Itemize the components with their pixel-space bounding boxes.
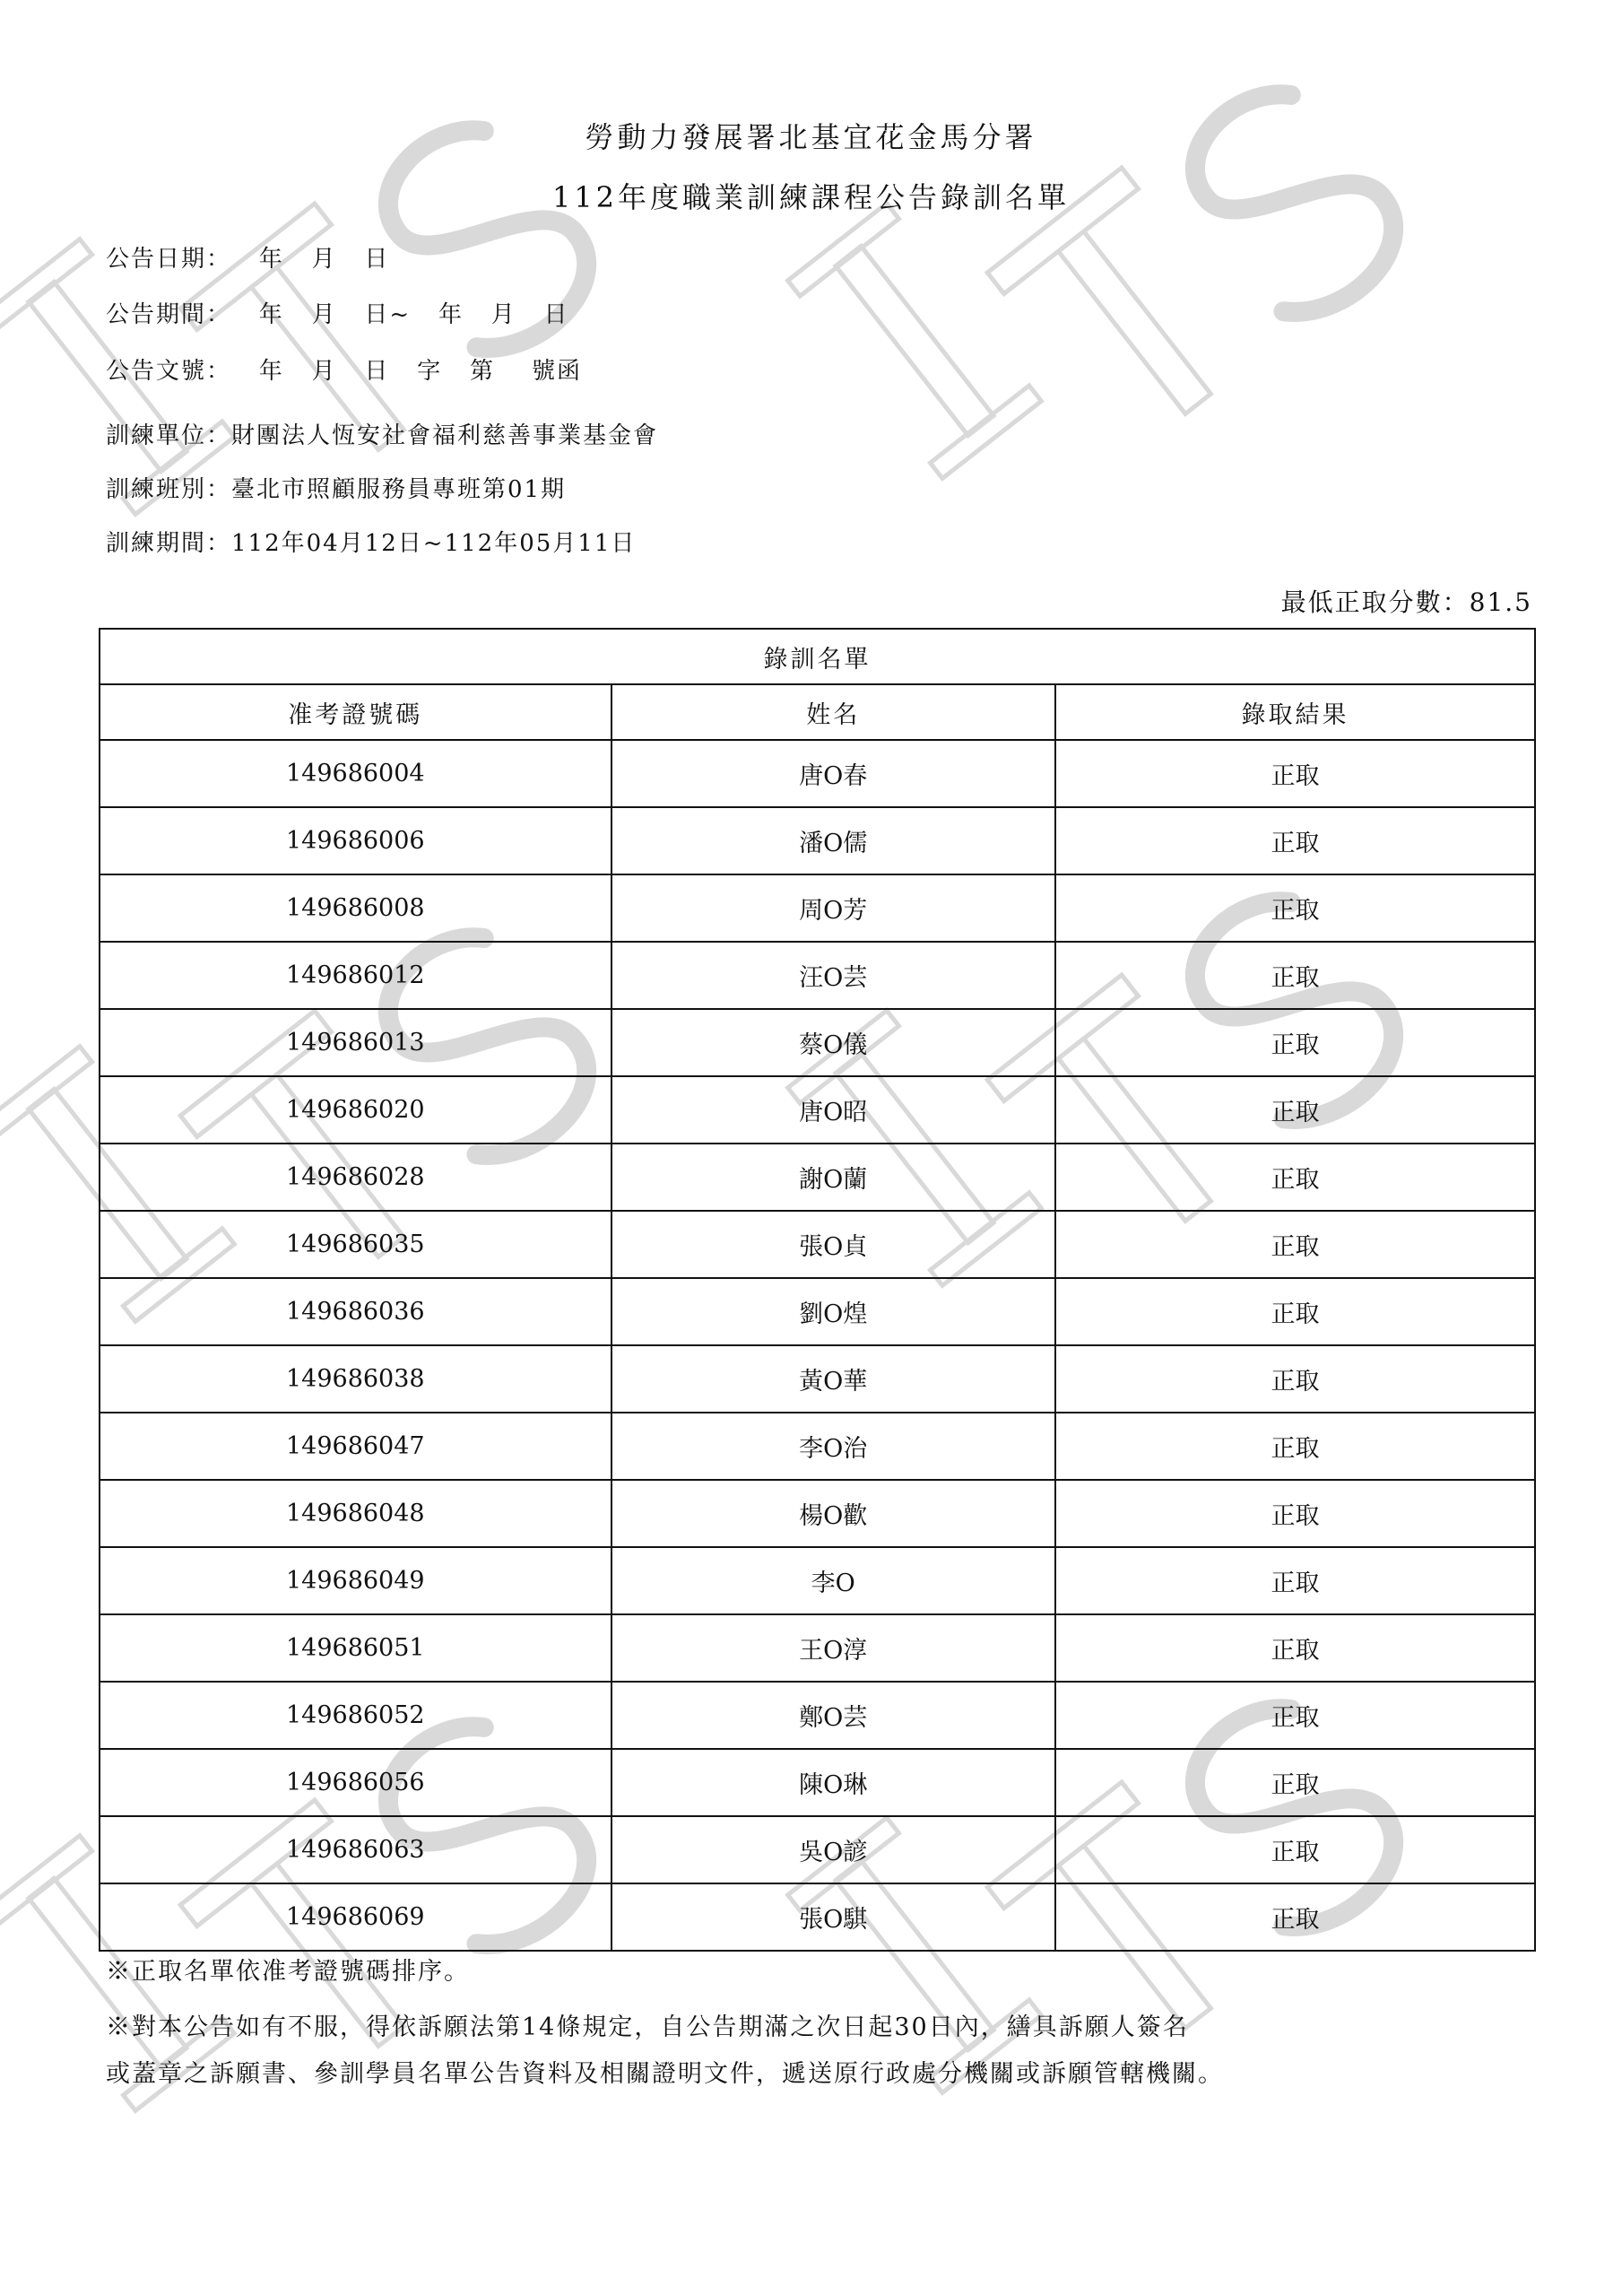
cell-name: 周O芳 bbox=[612, 874, 1055, 942]
cell-exam-number: 149686012 bbox=[100, 942, 612, 1009]
cell-result: 正取 bbox=[1055, 1413, 1535, 1480]
cell-exam-number: 149686013 bbox=[100, 1009, 612, 1076]
cell-name: 陳O琳 bbox=[612, 1749, 1055, 1816]
table-row bbox=[100, 1009, 1535, 1076]
table-row bbox=[100, 1278, 1535, 1345]
cell-exam-number: 149686049 bbox=[100, 1547, 612, 1614]
cell-exam-number: 149686028 bbox=[100, 1144, 612, 1211]
cell-result: 正取 bbox=[1055, 1682, 1535, 1749]
appeal-note-line2: 或蓋章之訴願書、參訓學員名單公告資料及相關證明文件，遞送原行政處分機關或訴願管轄機關。 bbox=[106, 2060, 1224, 2088]
cell-result: 正取 bbox=[1055, 874, 1535, 942]
cell-name: 汪O芸 bbox=[612, 942, 1055, 1009]
cell-result: 正取 bbox=[1055, 1144, 1535, 1211]
cell-result: 正取 bbox=[1055, 1816, 1535, 1883]
cell-exam-number: 149686047 bbox=[100, 1413, 612, 1480]
table-row bbox=[100, 1144, 1535, 1211]
cell-result: 正取 bbox=[1055, 1211, 1535, 1278]
cell-result: 正取 bbox=[1055, 1749, 1535, 1816]
cell-result: 正取 bbox=[1055, 1614, 1535, 1682]
cell-result: 正取 bbox=[1055, 1883, 1535, 1951]
cell-name: 黃O華 bbox=[612, 1345, 1055, 1413]
document-title: 112年度職業訓練課程公告錄訓名單 bbox=[551, 180, 1071, 214]
announcement-date: 公告日期： 年 月 日 bbox=[106, 246, 390, 273]
cell-name: 李O治 bbox=[612, 1413, 1055, 1480]
cell-name: 張O貞 bbox=[612, 1211, 1055, 1278]
header-name: 姓名 bbox=[612, 684, 1055, 740]
cell-name: 楊O歡 bbox=[612, 1480, 1055, 1547]
cell-exam-number: 149686051 bbox=[100, 1614, 612, 1682]
table-row bbox=[100, 1682, 1535, 1749]
table-row bbox=[100, 1413, 1535, 1480]
cell-result: 正取 bbox=[1055, 1076, 1535, 1144]
table-row bbox=[100, 874, 1535, 942]
cell-exam-number: 149686063 bbox=[100, 1816, 612, 1883]
header-exam-number: 准考證號碼 bbox=[100, 684, 612, 740]
table-row bbox=[100, 1345, 1535, 1413]
header-result: 錄取結果 bbox=[1055, 684, 1535, 740]
cell-name: 蔡O儀 bbox=[612, 1009, 1055, 1076]
cell-exam-number: 149686004 bbox=[100, 740, 612, 807]
cell-result: 正取 bbox=[1055, 1547, 1535, 1614]
announcement-doc-number: 公告文號： 年 月 日 字 第 號函 bbox=[106, 358, 583, 385]
cell-name: 王O淳 bbox=[612, 1614, 1055, 1682]
cell-result: 正取 bbox=[1055, 1345, 1535, 1413]
cell-name: 潘O儒 bbox=[612, 807, 1055, 874]
table-row bbox=[100, 1480, 1535, 1547]
table-row bbox=[100, 942, 1535, 1009]
agency-title: 勞動力發展署北基宜花金馬分署 bbox=[585, 120, 1037, 154]
minimum-score: 最低正取分數：81.5 bbox=[1280, 587, 1532, 617]
cell-exam-number: 149686006 bbox=[100, 807, 612, 874]
training-period: 訓練期間：112年04月12日~112年05月11日 bbox=[106, 530, 637, 557]
cell-exam-number: 149686069 bbox=[100, 1883, 612, 1951]
cell-result: 正取 bbox=[1055, 1009, 1535, 1076]
cell-name: 張O騏 bbox=[612, 1883, 1055, 1951]
table-row bbox=[100, 1614, 1535, 1682]
table-row bbox=[100, 1547, 1535, 1614]
table-row bbox=[100, 807, 1535, 874]
cell-result: 正取 bbox=[1055, 740, 1535, 807]
cell-exam-number: 149686036 bbox=[100, 1278, 612, 1345]
cell-name: 劉O煌 bbox=[612, 1278, 1055, 1345]
cell-result: 正取 bbox=[1055, 1278, 1535, 1345]
cell-result: 正取 bbox=[1055, 1480, 1535, 1547]
training-class: 訓練班別：臺北市照顧服務員專班第01期 bbox=[106, 476, 567, 503]
table-body bbox=[100, 740, 1535, 1951]
table-caption: 錄訓名單 bbox=[100, 629, 1535, 684]
cell-name: 唐O春 bbox=[612, 740, 1055, 807]
cell-exam-number: 149686008 bbox=[100, 874, 612, 942]
sort-note: ※正取名單依准考證號碼排序。 bbox=[106, 1958, 470, 1986]
cell-result: 正取 bbox=[1055, 807, 1535, 874]
cell-result: 正取 bbox=[1055, 942, 1535, 1009]
cell-name: 李O bbox=[612, 1547, 1055, 1614]
cell-exam-number: 149686048 bbox=[100, 1480, 612, 1547]
cell-exam-number: 149686020 bbox=[100, 1076, 612, 1144]
cell-exam-number: 149686035 bbox=[100, 1211, 612, 1278]
cell-name: 吳O諺 bbox=[612, 1816, 1055, 1883]
table-row bbox=[100, 1211, 1535, 1278]
cell-exam-number: 149686052 bbox=[100, 1682, 612, 1749]
cell-name: 謝O蘭 bbox=[612, 1144, 1055, 1211]
announcement-period: 公告期間： 年 月 日~ 年 月 日 bbox=[106, 301, 569, 328]
table-row bbox=[100, 1883, 1535, 1951]
table-row bbox=[100, 740, 1535, 807]
table-row bbox=[100, 1749, 1535, 1816]
cell-exam-number: 149686038 bbox=[100, 1345, 612, 1413]
training-unit: 訓練單位：財團法人恆安社會福利慈善事業基金會 bbox=[106, 422, 659, 449]
table-row bbox=[100, 1076, 1535, 1144]
cell-name: 鄭O芸 bbox=[612, 1682, 1055, 1749]
cell-name: 唐O昭 bbox=[612, 1076, 1055, 1144]
cell-exam-number: 149686056 bbox=[100, 1749, 612, 1816]
table-row bbox=[100, 1816, 1535, 1883]
admission-table bbox=[99, 628, 1536, 1952]
appeal-note-line1: ※對本公告如有不服，得依訴願法第14條規定，自公告期滿之次日起30日內，繕具訴願人簽名 bbox=[106, 2013, 1189, 2041]
